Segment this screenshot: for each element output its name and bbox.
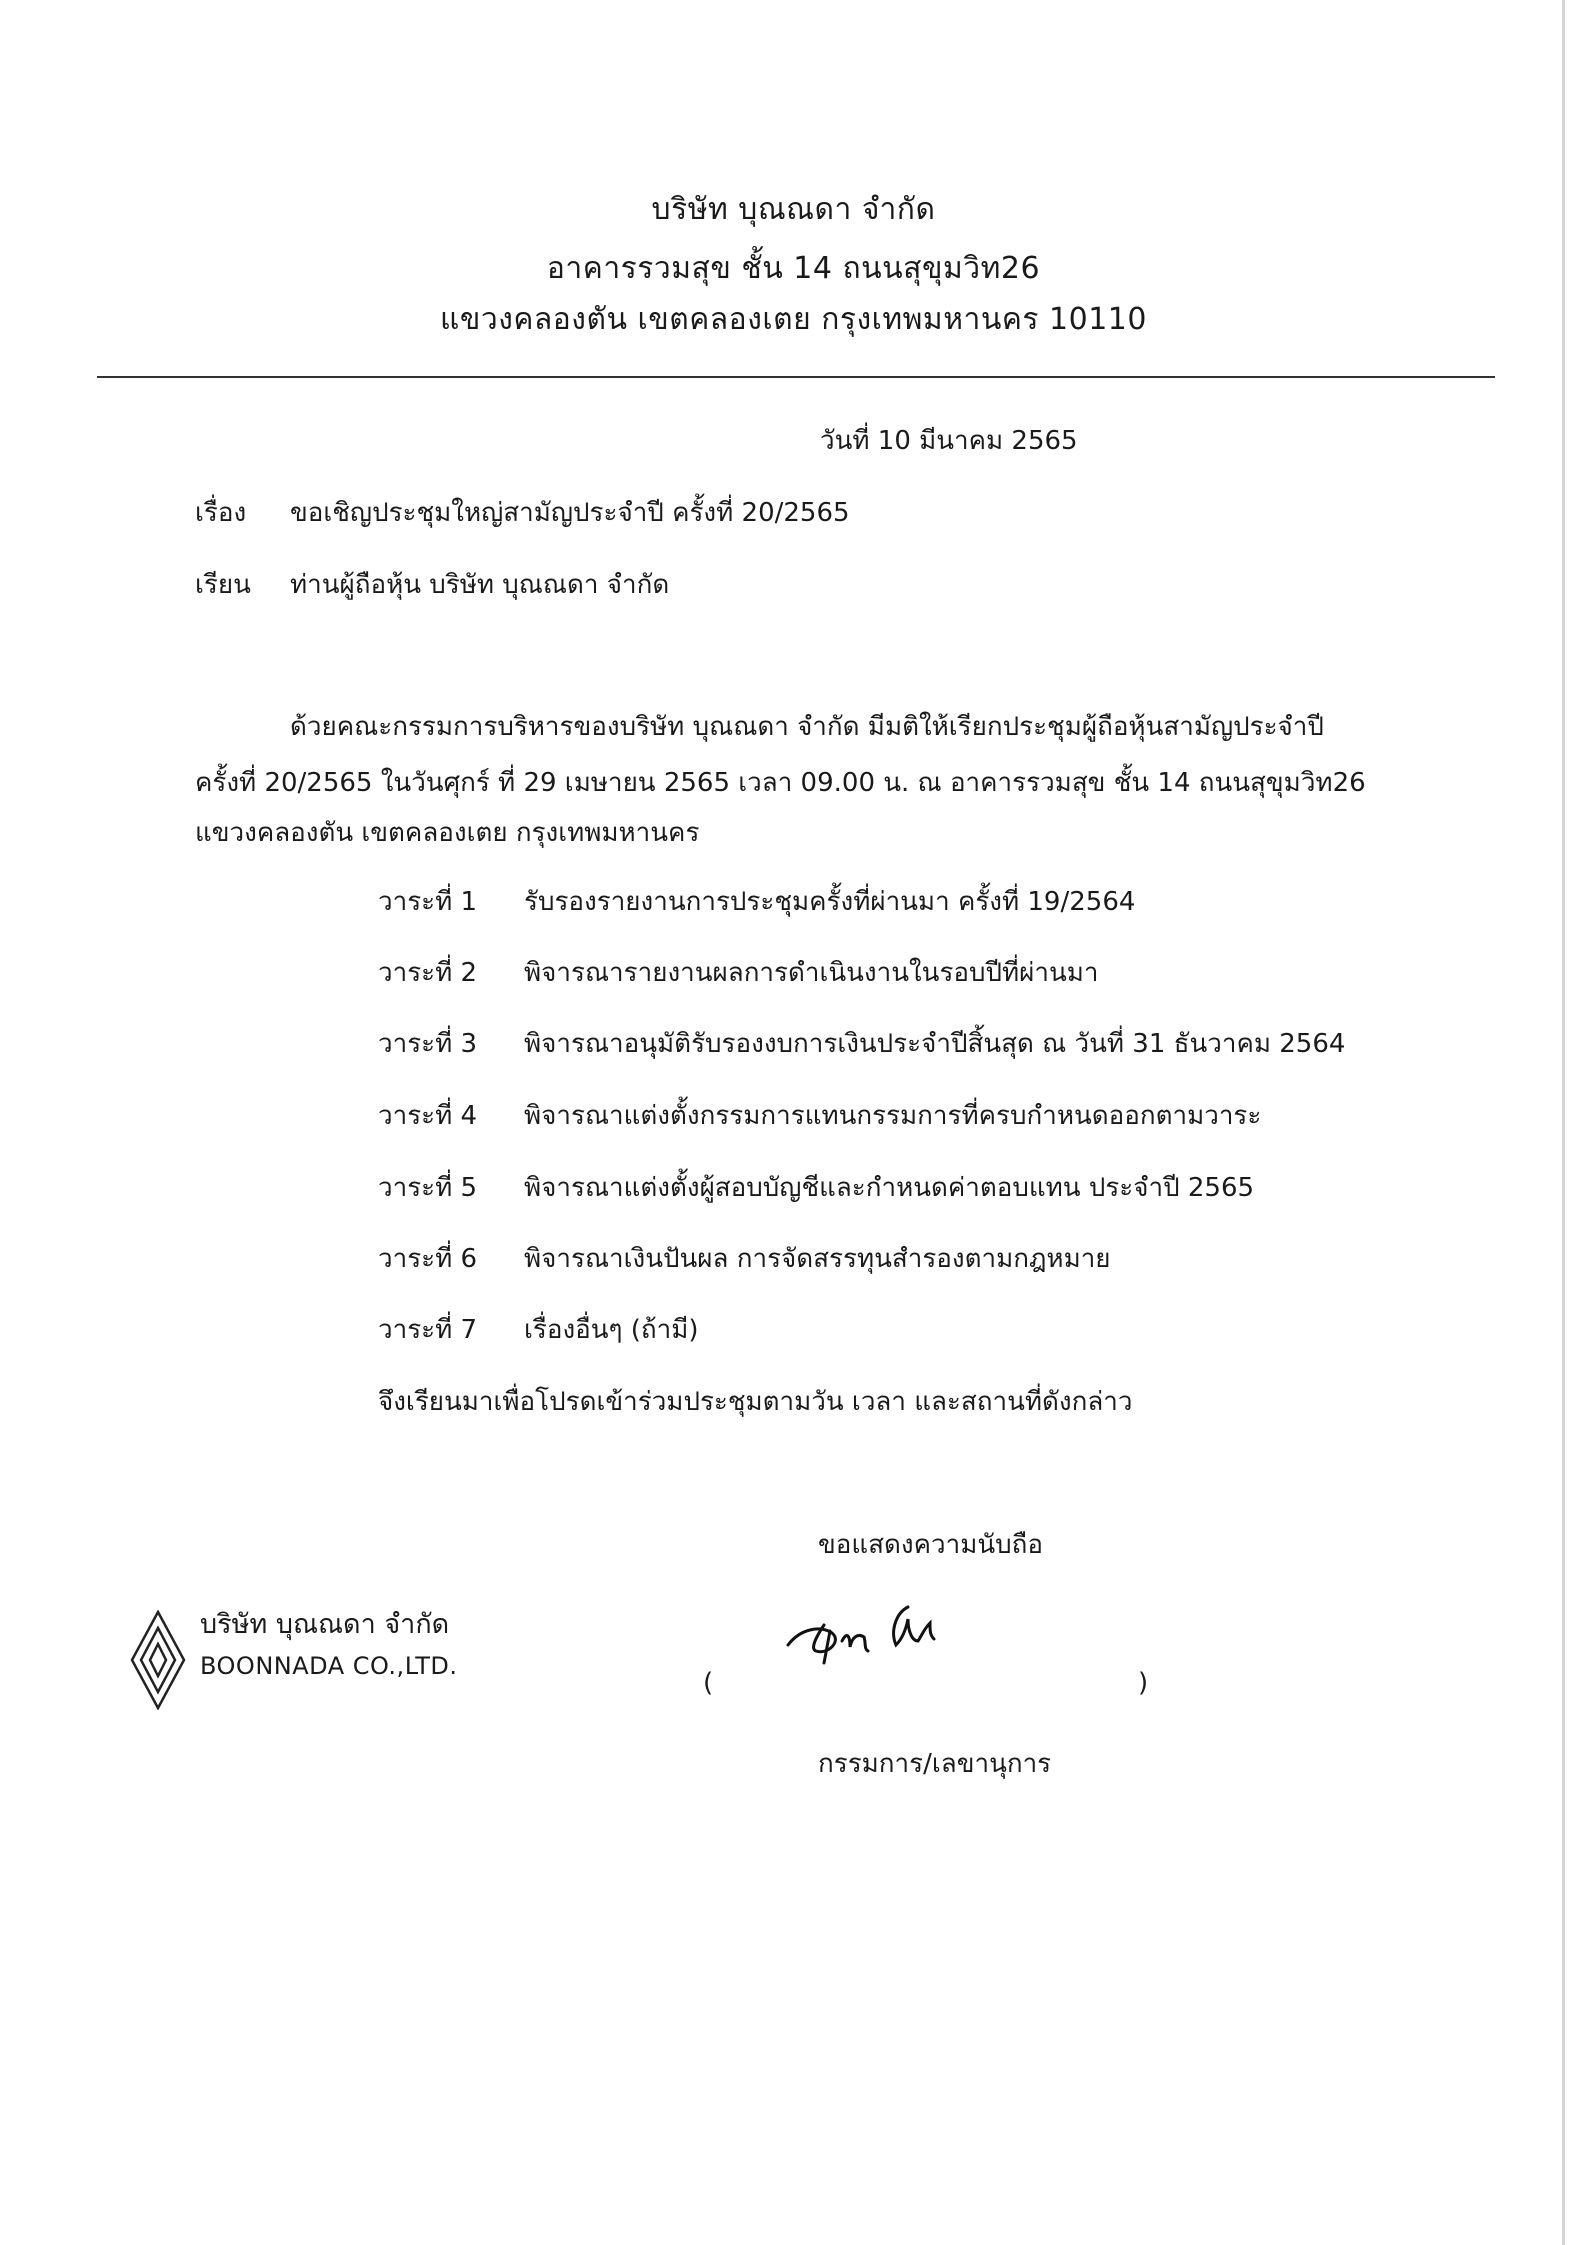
company-address-line1: อาคารรวมสุข ชั้น 14 ถนนสุขุมวิท26 [546,251,1041,286]
body-line-3: แขวงคลองตัน เขตคลองเตย กรุงเทพมหานคร [195,818,700,848]
sign-paren-open: ( [703,1668,714,1698]
agenda-number: วาระที่ 4 [378,1101,478,1131]
body-line-2: ครั้งที่ 20/2565 ในวันศุกร์ ที่ 29 เมษายน 2565 เวลา 09.00 น. ณ อาคารรวมสุข ชั้น 14 ถนนสุขุมวิท26 [195,768,1366,798]
agenda-number: วาระที่ 6 [378,1244,478,1274]
agenda-text: รับรองรายงานการประชุมครั้งที่ผ่านมา ครั้งที่ 19/2564 [524,887,1136,917]
agenda-text: พิจารณาอนุมัติรับรองงบการเงินประจำปีสิ้นสุด ณ วันที่ 31 ธันวาคม 2564 [524,1029,1346,1059]
diamond-logo-icon [130,1610,186,1710]
stamp-thai-name: บริษัท บุณณดา จำกัด [200,1609,450,1640]
regards-text: ขอแสดงความนับถือ [818,1530,1043,1560]
company-name: บริษัท บุณณดา จำกัด [651,192,936,227]
closing-line: จึงเรียนมาเพื่อโปรดเข้าร่วมประชุมตามวัน เวลา และสถานที่ดังกล่าว [378,1387,1133,1417]
recipient-text: ท่านผู้ถือหุ้น บริษัท บุณณดา จำกัด [290,570,670,600]
company-address-line2: แขวงคลองตัน เขตคลองเตย กรุงเทพมหานคร 10110 [440,302,1147,337]
header-divider [97,376,1495,378]
stamp-english-name: BOONNADA CO.,LTD. [200,1652,458,1680]
agenda-text: เรื่องอื่นๆ (ถ้ามี) [524,1315,699,1345]
agenda-number: วาระที่ 2 [378,958,478,988]
agenda-number: วาระที่ 7 [378,1315,478,1345]
agenda-number: วาระที่ 3 [378,1029,478,1059]
signature-mark [780,1585,970,1675]
agenda-text: พิจารณาแต่งตั้งผู้สอบบัญชีและกำหนดค่าตอบแทน ประจำปี 2565 [524,1173,1255,1203]
agenda-number: วาระที่ 1 [378,887,478,917]
agenda-text: พิจารณาเงินปันผล การจัดสรรทุนสำรองตามกฎหมาย [524,1244,1111,1274]
agenda-text: พิจารณาแต่งตั้งกรรมการแทนกรรมการที่ครบกำหนดออกตามวาระ [524,1101,1262,1131]
letter-date: วันที่ 10 มีนาคม 2565 [820,426,1078,456]
recipient-label: เรียน [195,570,251,600]
agenda-text: พิจารณารายงานผลการดำเนินงานในรอบปีที่ผ่านมา [524,958,1099,988]
agenda-number: วาระที่ 5 [378,1173,478,1203]
subject-label: เรื่อง [195,498,247,528]
body-line-1: ด้วยคณะกรรมการบริหารของบริษัท บุณณดา จำกัด มีมติให้เรียกประชุมผู้ถือหุ้นสามัญประจำปี [290,712,1324,742]
subject-text: ขอเชิญประชุมใหญ่สามัญประจำปี ครั้งที่ 20/2565 [290,498,850,528]
sign-paren-close: ) [1138,1668,1149,1698]
signer-position: กรรมการ/เลขานุการ [818,1749,1052,1779]
